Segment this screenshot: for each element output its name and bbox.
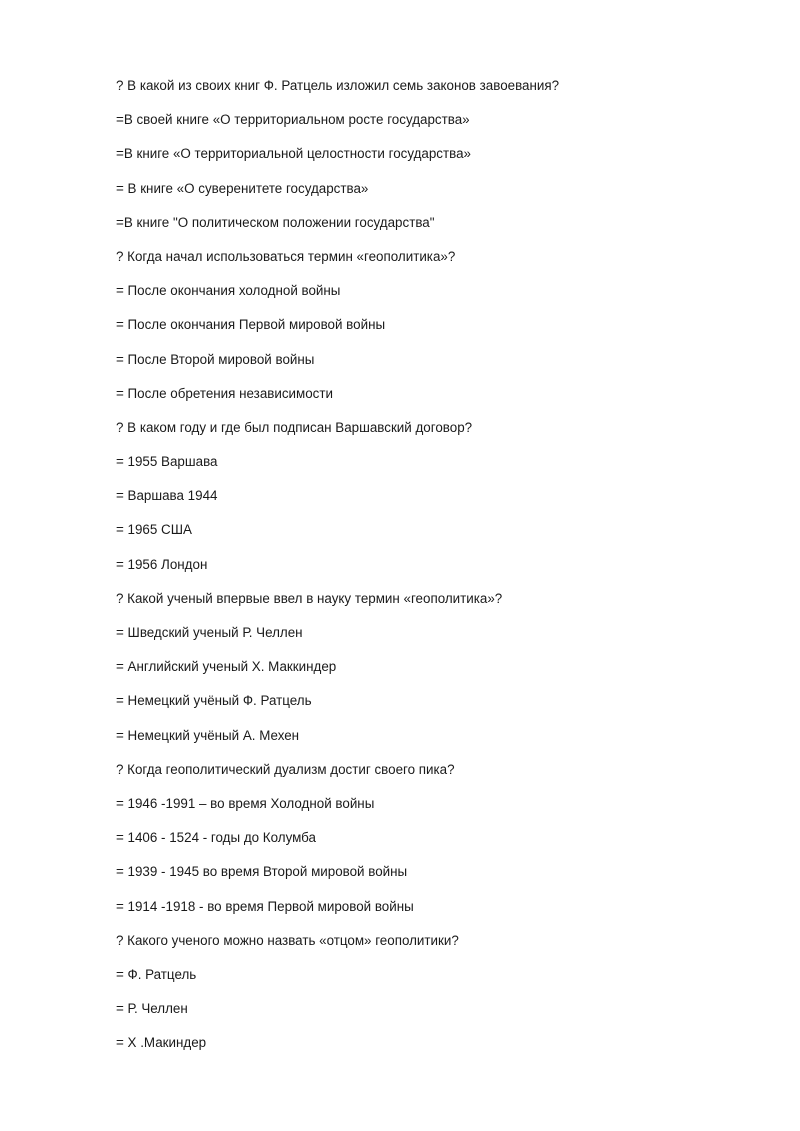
answer-line: = После обретения независимости: [116, 385, 333, 401]
answer-line: = Немецкий учёный А. Мехен: [116, 727, 300, 743]
answer-line: = 1956 Лондон: [116, 556, 208, 572]
answer-line: = После Второй мировой войны: [116, 351, 315, 367]
answer-line: = Шведский ученый Р. Челлен: [116, 625, 303, 640]
question-line: ? Когда начал использоваться термин «геополитика»?: [116, 248, 456, 264]
answer-line: =В своей книге «О территориальном росте государства»: [116, 112, 470, 128]
answer-line: = Английский ученый Х. Маккиндер: [116, 659, 337, 675]
answer-line: = В книге «О суверенитете государства»: [116, 180, 369, 196]
answer-line: = 1946 -1991 – во время Холодной войны: [116, 795, 375, 811]
answer-line: = Р. Челлен: [116, 1001, 188, 1017]
answer-line: = Ф. Ратцель: [116, 966, 197, 982]
question-line: ? Какого ученого можно назвать «отцом» геополитики?: [116, 932, 459, 948]
answer-line: = После окончания Первой мировой войны: [116, 317, 386, 333]
answer-line: = После окончания холодной войны: [116, 283, 341, 299]
answer-line: = 1406 - 1524 - годы до Колумба: [116, 830, 316, 846]
answer-line: =В книге «О территориальной целостности государства»: [116, 146, 471, 162]
question-line: ? Когда геополитический дуализм достиг своего пика?: [116, 761, 455, 777]
answer-line: = 1914 -1918 - во время Первой мировой войны: [116, 898, 414, 914]
answer-line: = Х .Макиндер: [116, 1035, 207, 1051]
answer-line: = 1939 - 1945 во время Второй мировой войны: [116, 864, 408, 880]
answer-line: = 1965 США: [116, 522, 192, 538]
answer-line: = Варшава 1944: [116, 488, 218, 504]
document-body: [116, 74, 756, 1065]
answer-line: =В книге "О политическом положении государства": [116, 214, 435, 230]
question-line: ? В каком году и где был подписан Варшавский договор?: [116, 419, 473, 435]
answer-line: = Немецкий учёный Ф. Ратцель: [116, 693, 312, 709]
question-line: ? В какой из своих книг Ф. Ратцель изложил семь законов завоевания?: [116, 78, 560, 93]
question-line: ? Какой ученый впервые ввел в науку термин «геополитика»?: [116, 590, 503, 606]
answer-line: = 1955 Варшава: [116, 454, 218, 470]
